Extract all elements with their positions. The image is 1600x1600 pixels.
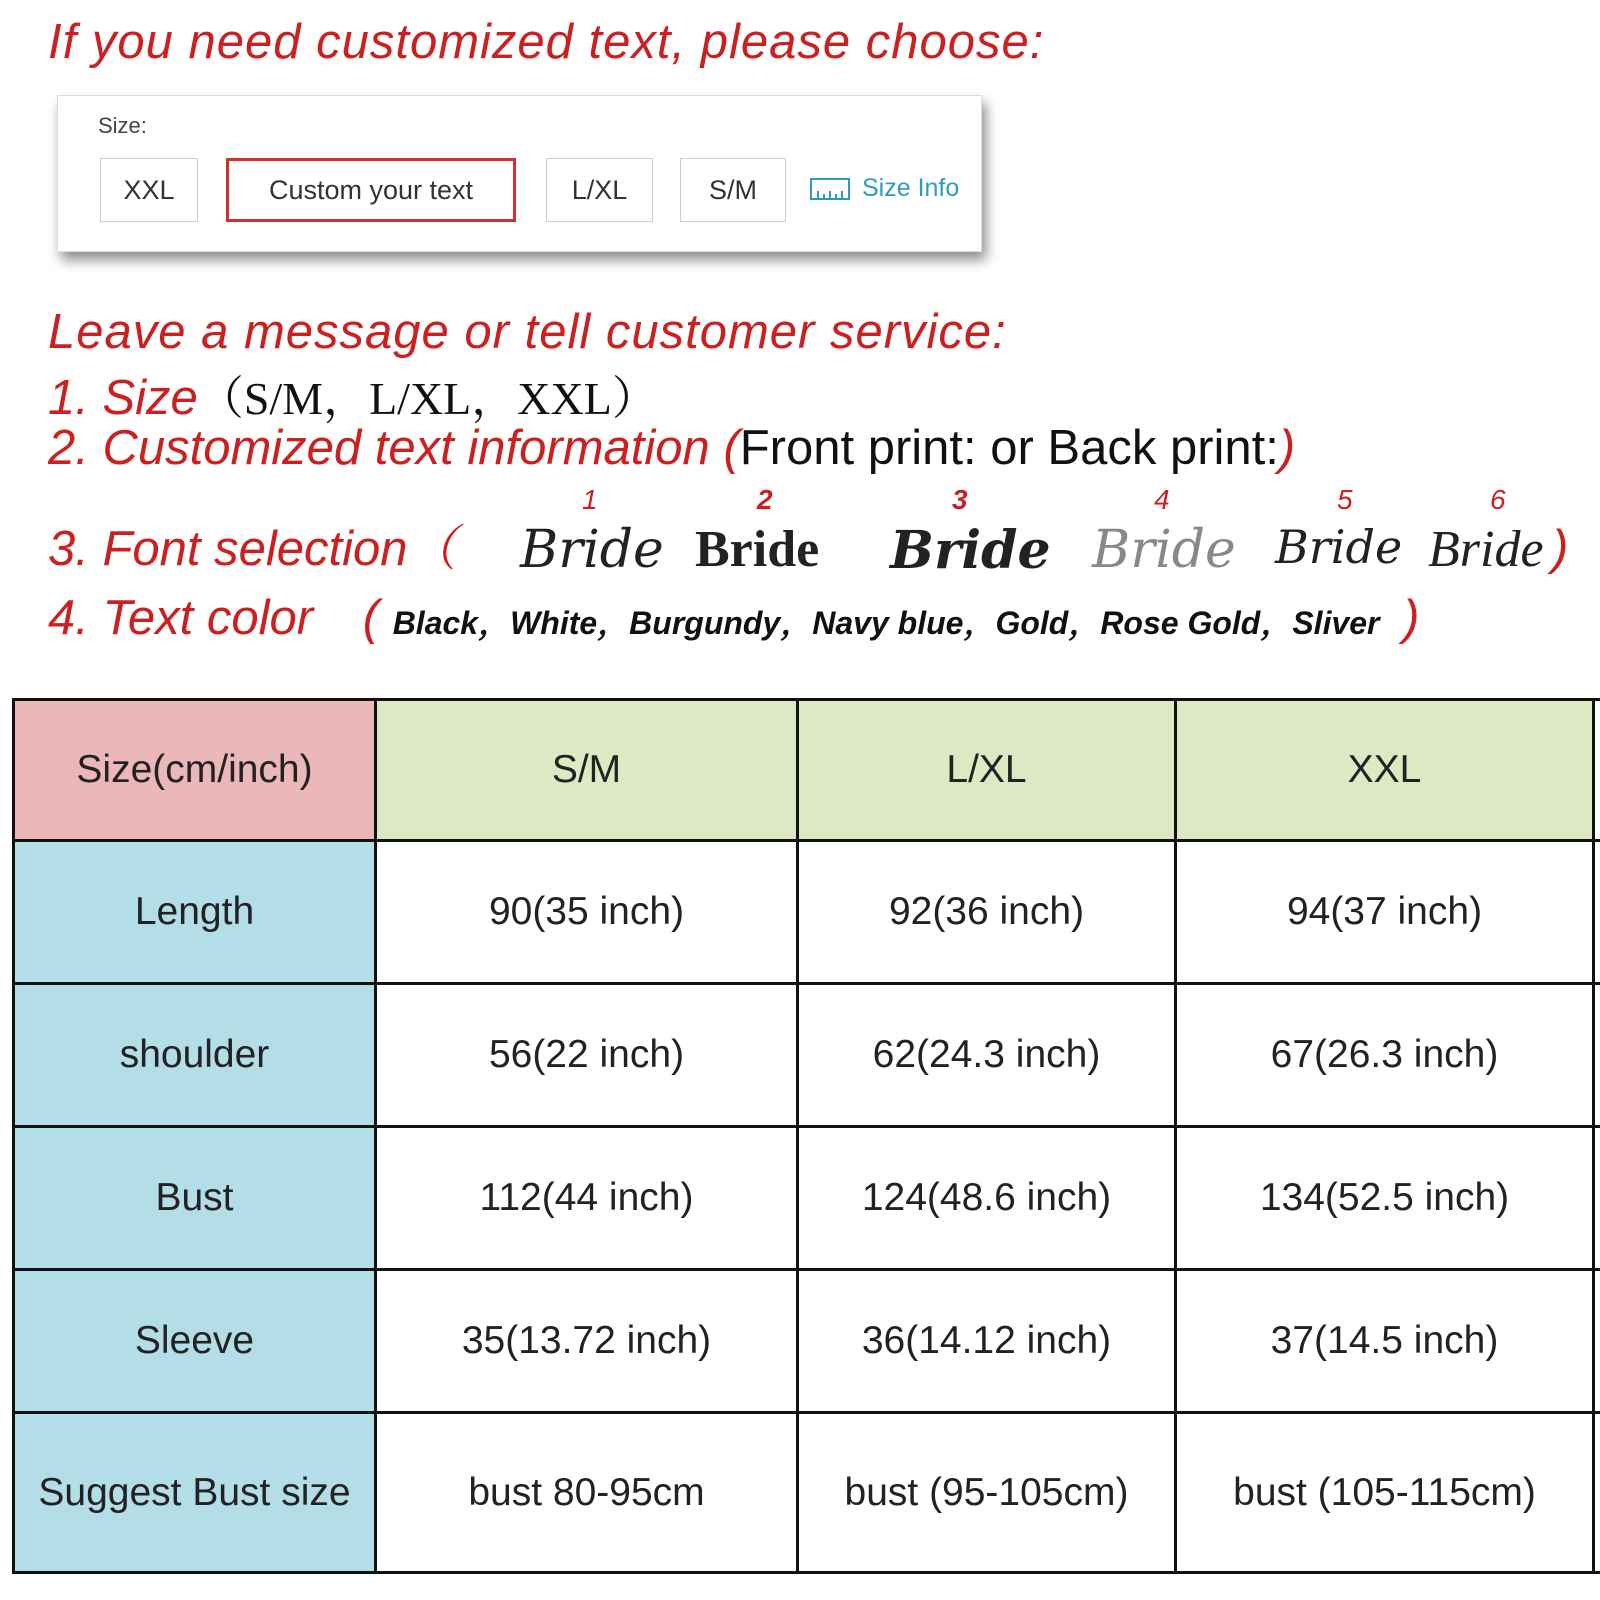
info-prefix: 2. Customized text information (	[48, 421, 740, 475]
table-cell: 94(37 inch)	[1176, 841, 1594, 984]
table-cell: 36(14.12 inch)	[798, 1270, 1176, 1413]
size-option-custom-text[interactable]: Custom your text	[226, 158, 516, 222]
instruction-font	[48, 510, 457, 580]
font-sample-number: 6	[1490, 484, 1506, 515]
instruction-size	[48, 362, 658, 428]
ruler-icon	[810, 177, 850, 201]
table-cell: 37(14.5 inch)	[1176, 1270, 1594, 1413]
table-cell: 56(22 inch)	[376, 984, 798, 1127]
column-header: L/XL	[798, 700, 1176, 841]
table-cell: 124(48.6 inch)	[798, 1127, 1176, 1270]
color-prefix: 4. Text color	[48, 591, 314, 645]
column-header: S/M	[376, 700, 798, 841]
font-sample-6	[1428, 484, 1544, 579]
table-cell: 67(26.3 inch)	[1176, 984, 1594, 1127]
font-sample-3	[890, 484, 1051, 581]
size-selector-card	[57, 95, 982, 252]
font-sample-text: Bride	[695, 521, 820, 578]
row-header: Length	[14, 841, 376, 984]
size-values: （S/M，L/XL，XXL）	[197, 373, 658, 424]
font-sample-number: 1	[582, 484, 598, 515]
font-close-paren: )	[1552, 521, 1569, 575]
table-cell: 134(52.5 inch)	[1176, 1127, 1594, 1270]
info-detail: Front print: or Back print:	[739, 421, 1279, 475]
row-header: Sleeve	[14, 1270, 376, 1413]
font-sample-number: 5	[1337, 484, 1353, 515]
font-sample-number: 3	[952, 484, 968, 515]
color-values: Black，White，Burgundy，Navy blue，Gold，Rose Gold，Sliver	[392, 605, 1380, 641]
instruction-text-info	[48, 420, 1295, 476]
table-edge-cell	[1594, 984, 1600, 1127]
font-sample-text: Bride	[1092, 520, 1236, 580]
table-row	[14, 841, 1600, 984]
table-cell: bust (105-115cm)	[1176, 1413, 1594, 1573]
table-header-row	[14, 700, 1600, 841]
leave-message-heading: Leave a message or tell customer service:	[48, 305, 1007, 359]
customized-text-heading: If you need customized text, please choose:	[48, 15, 1045, 69]
size-option-xxl[interactable]: XXL	[100, 158, 198, 222]
table-cell: 90(35 inch)	[376, 841, 798, 984]
font-sample-number: 2	[757, 484, 773, 515]
font-sample-text: Bride	[1428, 521, 1544, 578]
size-label: Size:	[98, 113, 147, 138]
table-cell: 112(44 inch)	[376, 1127, 798, 1270]
table-row	[14, 1270, 1600, 1413]
table-row	[14, 1413, 1600, 1573]
table-edge-cell	[1594, 841, 1600, 984]
size-option-sm[interactable]: S/M	[680, 158, 786, 222]
table-cell: bust (95-105cm)	[798, 1413, 1176, 1573]
size-info-link[interactable]	[810, 174, 959, 203]
font-sample-4	[1092, 484, 1236, 580]
font-sample-text: Bride	[890, 520, 1051, 581]
table-cell: 92(36 inch)	[798, 841, 1176, 984]
table-cell: 62(24.3 inch)	[798, 984, 1176, 1127]
size-info-label: Size Info	[862, 174, 960, 202]
column-header: XXL	[1176, 700, 1594, 841]
info-suffix: )	[1278, 421, 1296, 475]
row-header: Bust	[14, 1127, 376, 1270]
instruction-text-color	[48, 590, 1419, 646]
table-row	[14, 984, 1600, 1127]
row-header: Suggest Bust size	[14, 1413, 376, 1573]
font-sample-text: Bride	[1275, 520, 1403, 574]
color-close-paren: )	[1403, 591, 1420, 645]
size-prefix: 1. Size	[48, 371, 198, 425]
font-sample-text: Bride	[520, 520, 664, 580]
table-edge-cell	[1594, 1413, 1600, 1573]
size-option-lxl[interactable]: L/XL	[546, 158, 653, 222]
table-row	[14, 1127, 1600, 1270]
font-sample-2	[695, 484, 820, 579]
size-chart	[12, 698, 1600, 1574]
font-sample-1	[520, 484, 664, 580]
table-cell: 35(13.72 inch)	[376, 1270, 798, 1413]
table-edge-cell	[1594, 1270, 1600, 1413]
size-table	[12, 698, 1600, 1574]
row-header: shoulder	[14, 984, 376, 1127]
font-sample-number: 4	[1154, 484, 1170, 515]
table-corner-cell: Size(cm/inch)	[14, 700, 376, 841]
font-prefix: 3. Font selection（	[48, 522, 457, 576]
font-sample-5	[1275, 484, 1403, 574]
table-cell: bust 80-95cm	[376, 1413, 798, 1573]
table-edge-cell	[1594, 700, 1600, 841]
color-open-paren: (	[362, 591, 380, 645]
table-edge-cell	[1594, 1127, 1600, 1270]
